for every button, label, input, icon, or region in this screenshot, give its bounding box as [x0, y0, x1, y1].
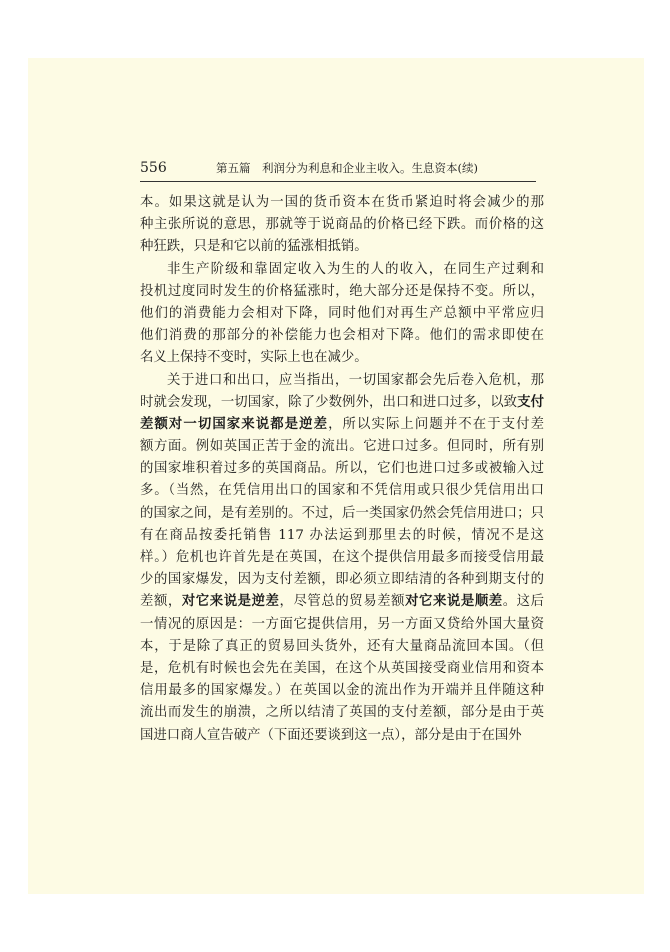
paragraph — [140, 259, 544, 370]
text-run: 多。（当然，在凭信用出口的国家和不凭信用或只很少凭信用出口 — [140, 483, 544, 499]
text-line — [140, 658, 544, 680]
text-run: ，所以实际上问题并不在于支付差 — [328, 416, 544, 432]
text-line — [140, 325, 544, 347]
emphasized-text: 对它来说是顺差 — [405, 594, 503, 610]
text-run: 时就会发现，一切国家，除了少数例外，出口和进口过多，以致 — [140, 394, 518, 410]
text-line — [140, 725, 544, 747]
text-line — [140, 702, 544, 724]
body-text — [140, 192, 544, 747]
text-run: 种狂跌，只是和它以前的猛涨相抵销。 — [140, 239, 368, 255]
text-run: 额方面。例如英国正苦于金的流出。它进口过多。但同时，所有别 — [140, 439, 544, 455]
text-run: 信用最多的国家爆发。）在英国以金的流出作为开端并且伴随这种 — [140, 683, 544, 699]
text-run: 差额， — [140, 594, 182, 610]
text-run: 本，于是除了真正的贸易回头货外，还有大量商品流回本国。（但 — [140, 638, 544, 654]
emphasized-text: 支付 — [517, 394, 544, 410]
text-line — [140, 680, 544, 702]
text-run: 种主张所说的意思，那就等于说商品的价格已经下跌。而价格的这 — [140, 217, 544, 233]
text-line — [140, 259, 544, 281]
text-line — [140, 547, 544, 569]
text-line — [140, 614, 544, 636]
text-run: 非生产阶级和靠固定收入为生的人的收入，在同生产过剩和 — [167, 261, 544, 277]
text-run: 名义上保持不变时，实际上也在减少。 — [140, 350, 368, 366]
running-header — [140, 157, 536, 179]
text-line — [140, 480, 544, 502]
text-run: 的国家之间，是有差别的。不过，后一类国家仍然会凭信用进口；只 — [140, 505, 544, 521]
text-run: 的国家堆积着过多的英国商品。所以，它们也进口过多或被输入过 — [140, 461, 544, 477]
text-run: 关于进口和出口，应当指出，一切国家都会先后卷入危机，那 — [167, 372, 544, 388]
text-line — [140, 414, 544, 436]
text-line — [140, 591, 544, 613]
text-line — [140, 525, 544, 547]
paragraph — [140, 370, 544, 747]
text-line — [140, 392, 544, 414]
text-run: 国进口商人宣告破产（下面还要谈到这一点），部分是由于在国外 — [140, 727, 522, 743]
header-rule — [140, 181, 536, 182]
text-line — [140, 636, 544, 658]
text-run: ，尽管总的贸易差额 — [279, 594, 406, 610]
text-line — [140, 347, 544, 369]
text-run: 他们消费的那部分的补偿能力也会相对下降。他们的需求即使在 — [140, 328, 544, 344]
text-line — [140, 436, 544, 458]
text-run: 投机过度同时发生的价格猛涨时，绝大部分还是保持不变。所以， — [140, 283, 544, 299]
text-run: 。这后 — [502, 594, 544, 610]
text-run: 有在商品按委托销售 117 办法运到那里去的时候，情况不是这 — [140, 527, 544, 543]
text-line — [140, 236, 544, 258]
text-line — [140, 214, 544, 236]
text-line — [140, 370, 544, 392]
paragraph — [140, 192, 544, 259]
text-run: 样。）危机也许首先是在英国，在这个提供信用最多而接受信用最 — [140, 550, 544, 565]
text-line — [140, 569, 544, 591]
text-run: 流出而发生的崩溃，之所以结清了英国的支付差额，部分是由于英 — [140, 705, 544, 721]
text-line — [140, 503, 544, 525]
text-line — [140, 281, 544, 303]
text-run: 一情况的原因是：一方面它提供信用，另一方面又贷给外国大量资 — [140, 616, 544, 632]
text-line — [140, 192, 544, 214]
text-line — [140, 303, 544, 325]
text-run: 他们的消费能力会相对下降，同时他们对再生产总额中平常应归 — [140, 305, 544, 321]
text-run: 是，危机有时候也会先在美国，在这个从英国接受商业信用和资本 — [140, 660, 544, 676]
emphasized-text: 差额对一切国家来说都是逆差 — [140, 416, 329, 432]
running-title: 第五篇 利润分为利息和企业主收入。生息资本(续) — [216, 161, 478, 175]
text-run: 本。如果这就是认为一国的货币资本在货币紧迫时将会减少的那 — [140, 195, 544, 210]
emphasized-text: 对它来说是逆差 — [181, 594, 280, 610]
text-line — [140, 458, 544, 480]
page-number: 556 — [140, 160, 167, 176]
text-run: 少的国家爆发，因为支付差额，即必须立即结清的各种到期支付的 — [140, 572, 544, 588]
